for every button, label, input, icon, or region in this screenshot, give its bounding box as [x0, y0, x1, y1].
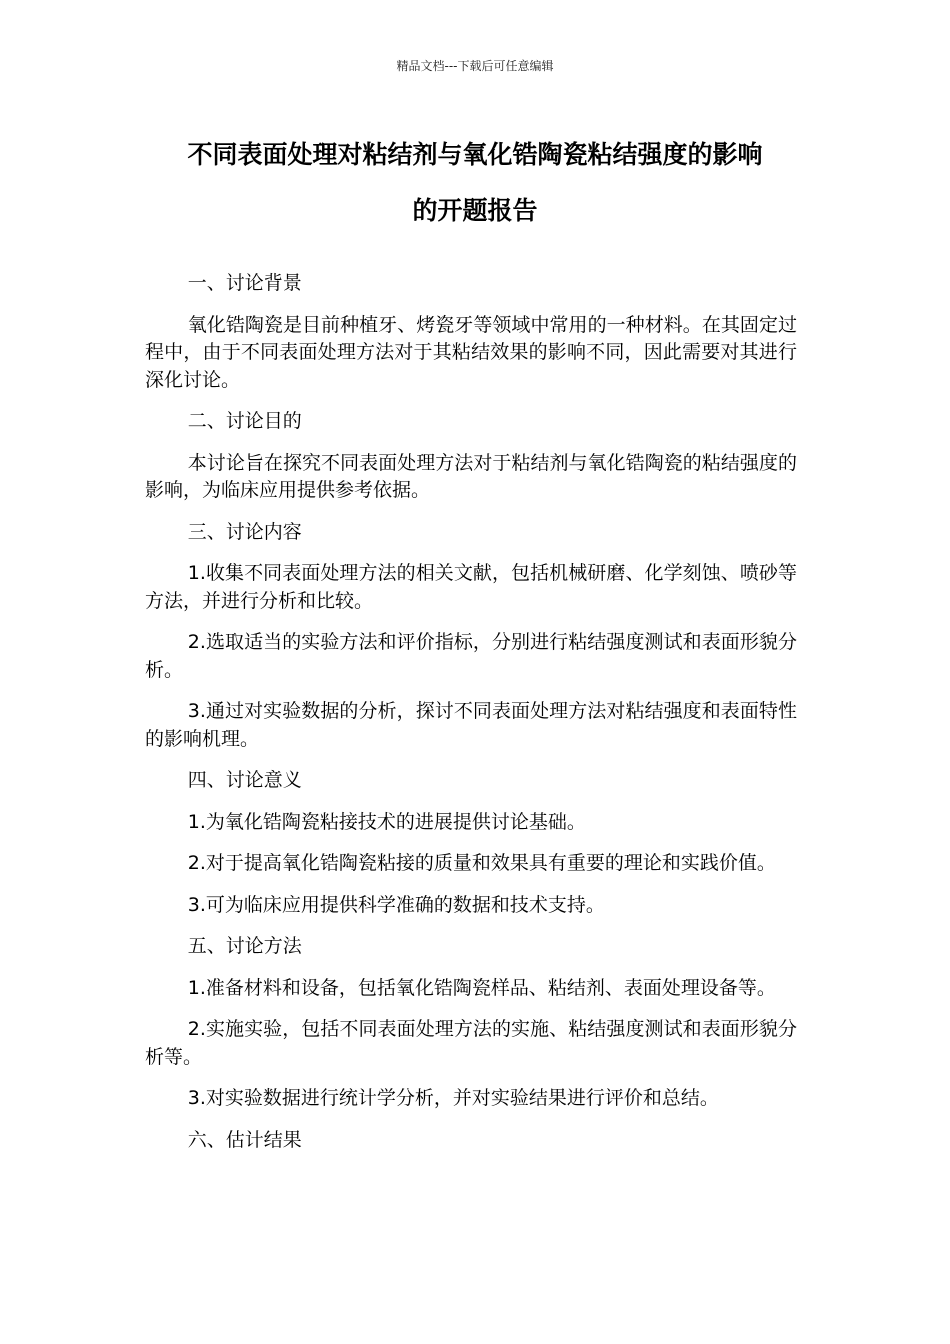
document-body: [145, 270, 797, 1168]
section-heading-expected-results: 六、估计结果: [187, 1128, 302, 1151]
paragraph-significance-3: 3.可为临床应用提供科学准确的数据和技术支持。: [187, 893, 605, 916]
paragraph-significance-2: 2.对于提高氧化锆陶瓷粘接的质量和效果具有重要的理论和实践价值。: [187, 852, 776, 874]
paragraph-background: 氧化锆陶瓷是目前种植牙、烤瓷牙等领域中常用的一种材料。在其固定过程中，由于不同表面处理方法对于其粘结效果的影响不同，因此需要对其进行深化讨论。: [145, 313, 797, 391]
paragraph-content-3: 3.通过对实验数据的分析，探讨不同表面处理方法对粘结强度和表面特性的影响机理。: [145, 700, 797, 750]
paragraph-methods-1: 1.准备材料和设备，包括氧化锆陶瓷样品、粘结剂、表面处理设备等。: [187, 976, 776, 999]
section-heading-significance: 四、讨论意义: [187, 769, 302, 791]
document-title-line-2: 的开题报告: [412, 196, 538, 225]
paragraph-significance-1: 1.为氧化锆陶瓷粘接技术的进展提供讨论基础。: [187, 810, 586, 833]
paragraph-methods-2: 2.实施实验，包括不同表面处理方法的实施、粘结强度测试和表面形貌分析等。: [145, 1018, 797, 1068]
paragraph-purpose: 本讨论旨在探究不同表面处理方法对于粘结剂与氧化锆陶瓷的粘结强度的影响，为临床应用提供参考依据。: [145, 451, 797, 501]
document-title-line-1: 不同表面处理对粘结剂与氧化锆陶瓷粘结强度的影响: [187, 140, 763, 169]
paragraph-methods-3: 3.对实验数据进行统计学分析，并对实验结果进行评价和总结。: [187, 1087, 719, 1109]
section-heading-purpose: 二、讨论目的: [187, 410, 302, 432]
section-heading-background: 一、讨论背景: [187, 272, 302, 294]
section-heading-content: 三、讨论内容: [187, 520, 302, 543]
section-heading-methods: 五、讨论方法: [187, 935, 302, 957]
paragraph-content-1: 1.收集不同表面处理方法的相关文献，包括机械研磨、化学刻蚀、喷砂等方法，并进行分析和比较。: [145, 562, 797, 612]
header-note: 精品文档---下载后可任意编辑: [396, 59, 554, 73]
paragraph-content-2: 2.选取适当的实验方法和评价指标，分别进行粘结强度测试和表面形貌分析。: [145, 631, 797, 681]
